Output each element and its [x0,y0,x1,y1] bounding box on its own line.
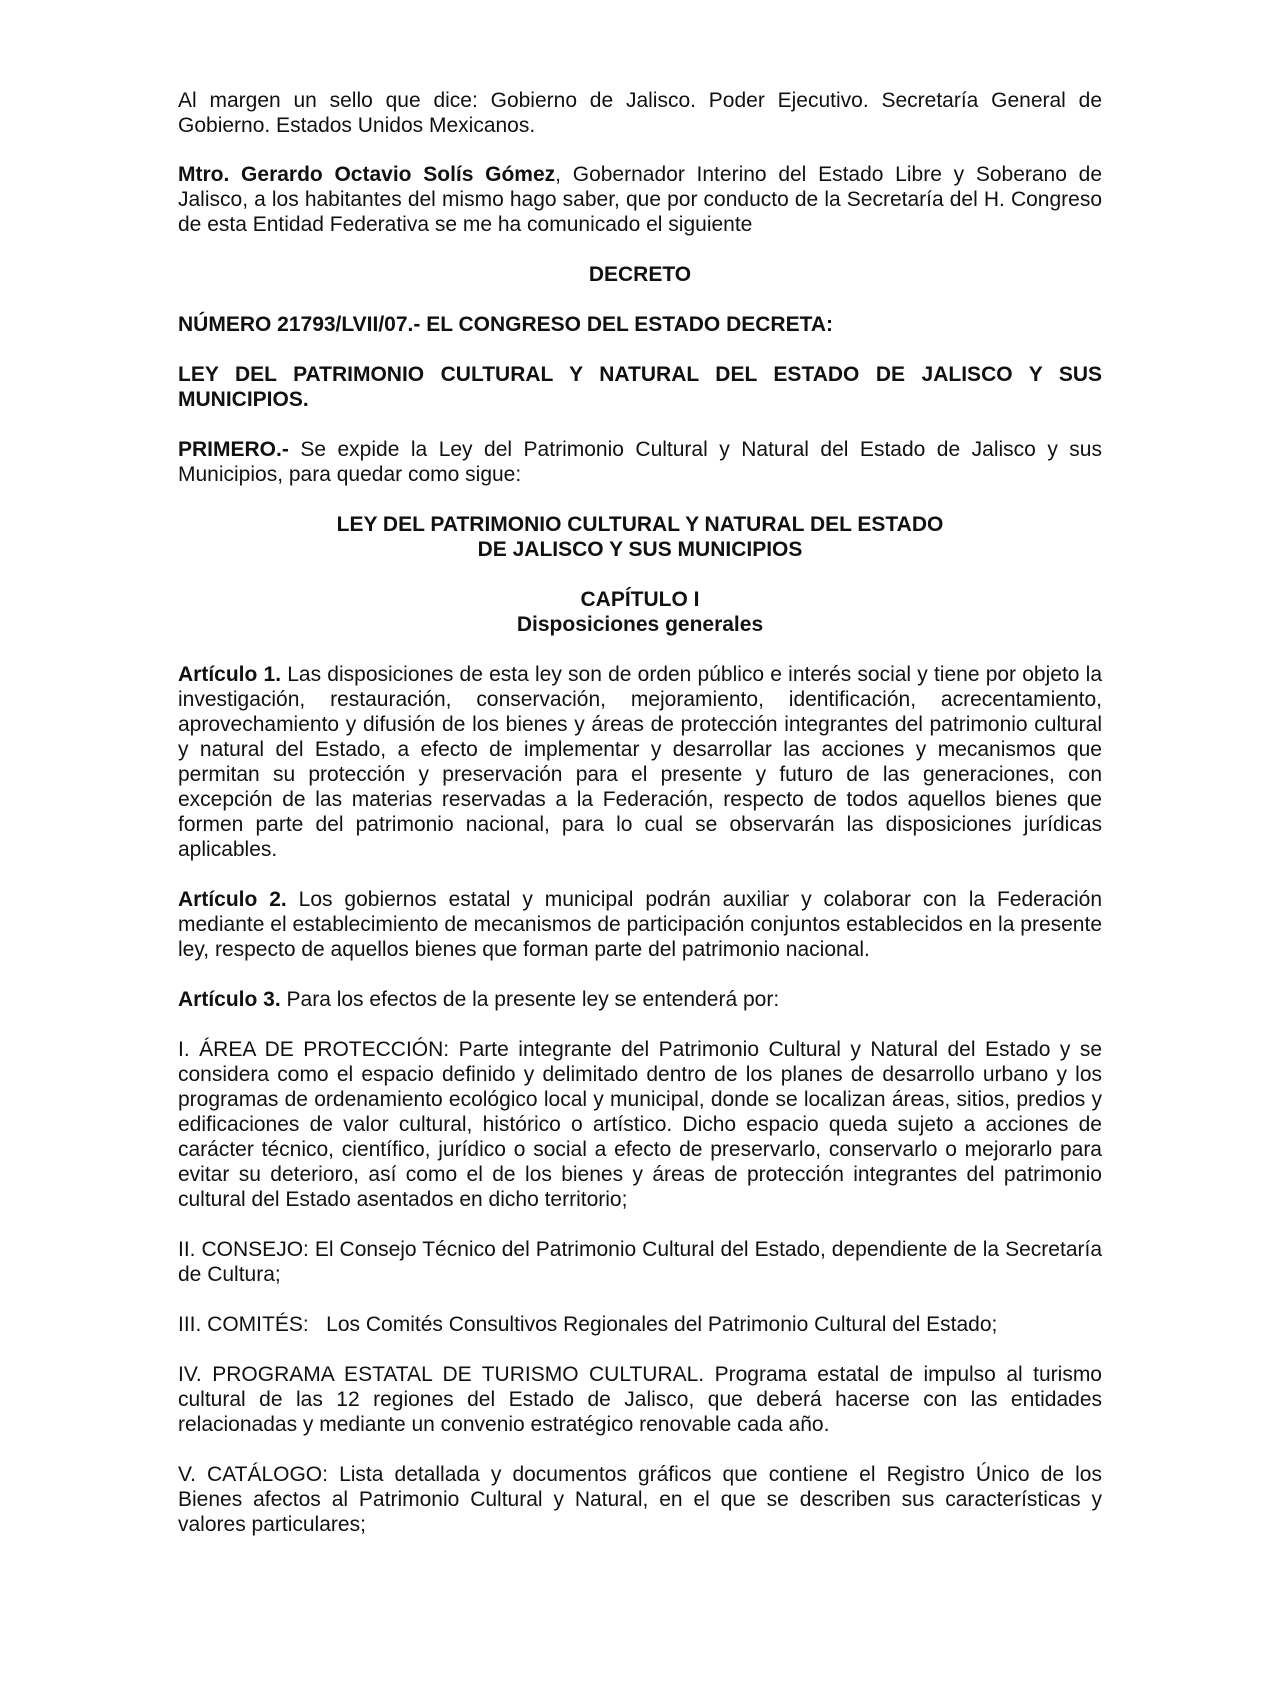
chapter-number: CAPÍTULO I [580,588,700,611]
definition-3: III. COMITÉS: Los Comités Consultivos Regionales del Patrimonio Cultural del Estado; [178,1313,998,1336]
definition-5: V. CATÁLOGO: Lista detallada y documentos gráficos que contiene el Registro Único de los Bienes afectos al Patrimonio Cultural y Natural, en el que se describen sus características y valores particulares; [178,1463,1102,1536]
article-2 [178,887,1102,962]
article-3-text: Para los efectos de la presente ley se entenderá por: [280,988,780,1011]
article-2-text: Los gobiernos estatal y municipal podrán auxiliar y colaborar con la Federación mediante el establecimiento de mecanismos de participación conjuntos establecidos en la presente ley, respecto de aquellos bienes que forman parte del patrimonio nacional. [178,888,1103,961]
law-heading: LEY DEL PATRIMONIO CULTURAL Y NATURAL DEL ESTADO DE JALISCO Y SUS MUNICIPIOS. [178,363,1102,411]
decree-heading: DECRETO [588,263,692,286]
chapter-name: Disposiciones generales [516,613,764,636]
definition-2: II. CONSEJO: El Consejo Técnico del Patrimonio Cultural del Estado, dependiente de la Secretaría de Cultura; [178,1238,1102,1286]
document-page [178,88,1102,1537]
governor-name: Mtro. Gerardo Octavio Solís Gómez [178,163,556,186]
law-title [178,512,1102,562]
governor-paragraph [178,162,1102,237]
seal-paragraph: Al margen un sello que dice: Gobierno de Jalisco. Poder Ejecutivo. Secretaría General de Gobierno. Estados Unidos Mexicanos. [178,89,1102,137]
primero-text: Se expide la Ley del Patrimonio Cultural y Natural del Estado de Jalisco y sus Municipios, para quedar como sigue: [178,438,1102,486]
law-title-line-1: LEY DEL PATRIMONIO CULTURAL Y NATURAL DEL ESTADO [336,513,944,536]
definition-1: I. ÁREA DE PROTECCIÓN: Parte integrante del Patrimonio Cultural y Natural del Estado y se considera como el espacio definido y delimitado dentro de los planes de desarrollo urbano y los programas de ordenamiento ecológico local y municipal, donde se localizan áreas, sitios, predios y edificaciones de valor cultural, histórico o artístico. Dicho espacio queda sujeto a acciones de carácter técnico, científico, jurídico o social a efecto de preservarlo, conservarlo o mejorarlo para evitar su deterioro, así como el de los bienes y áreas de protección integrantes del patrimonio cultural del Estado asentados en dicho territorio; [178,1038,1102,1211]
article-2-label: Artículo 2. [178,888,287,911]
primero-label: PRIMERO.- [178,438,289,461]
decree-number: NÚMERO 21793/LVII/07.- EL CONGRESO DEL ESTADO DECRETA: [178,313,834,336]
article-1-text: Las disposiciones de esta ley son de orden público e interés social y tiene por objeto la investigación, restauración, conservación, mejoramiento, identificación, acrecentamiento, aprovechamiento y difusión de los bienes y áreas de protección integrantes del patrimonio cultural y natural del Estado, a efecto de implementar y desarrollar las acciones y mecanismos que permitan su protección y preservación para el presente y futuro de las generaciones, con excepción de las materias reservadas a la Federación, respecto de todos aquellos bienes que formen parte del patrimonio nacional, para lo cual se observarán las disposiciones jurídicas aplicables. [178,663,1102,861]
chapter-heading [178,587,1102,637]
governor-text: , Gobernador Interino del Estado Libre y Soberano de Jalisco, a los habitantes del mismo hago saber, que por conducto de la Secretaría del H. Congreso de esta Entidad Federativa se me ha comunicado el siguiente [178,163,1103,236]
definition-4: IV. PROGRAMA ESTATAL DE TURISMO CULTURAL. Programa estatal de impulso al turismo cultural de las 12 regiones del Estado de Jalisco, que deberá hacerse con las entidades relacionadas y mediante un convenio estratégico renovable cada año. [178,1363,1102,1436]
article-1-label: Artículo 1. [178,663,282,686]
article-1 [178,662,1102,862]
article-3 [178,987,1102,1012]
primero-paragraph [178,437,1102,487]
law-title-line-2: DE JALISCO Y SUS MUNICIPIOS [477,538,803,561]
article-3-label: Artículo 3. [178,988,281,1011]
